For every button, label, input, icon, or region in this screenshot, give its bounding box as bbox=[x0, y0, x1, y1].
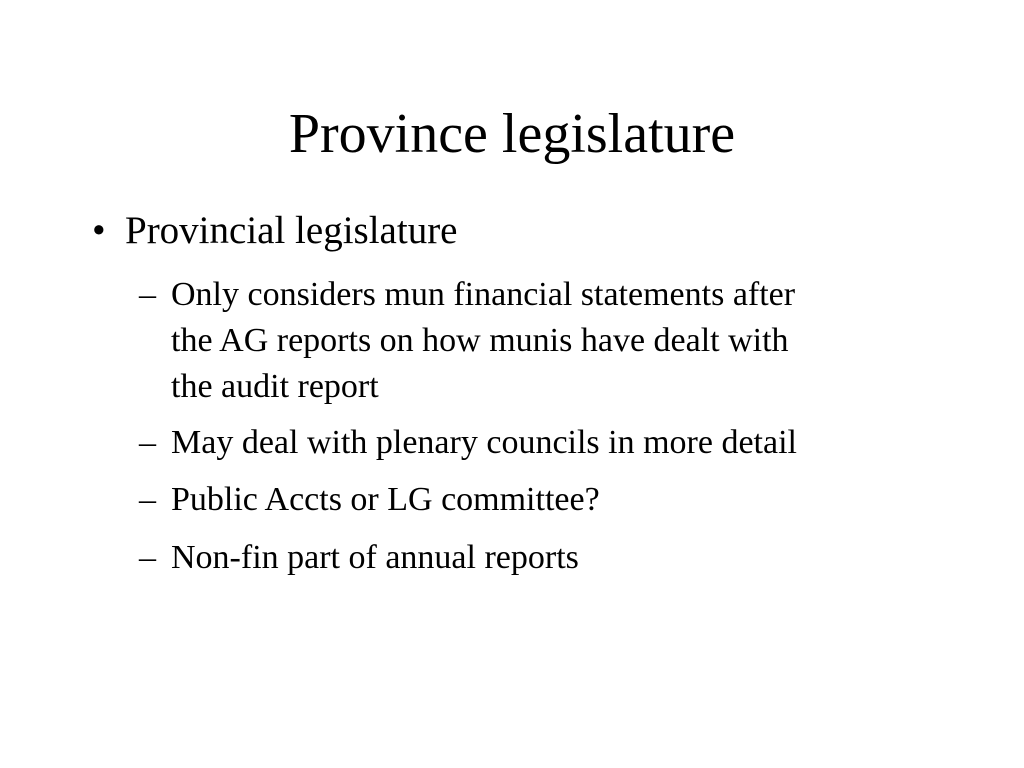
dash-icon: – bbox=[139, 276, 156, 313]
sub-bullet-text bbox=[171, 477, 931, 523]
dash-icon: – bbox=[139, 539, 156, 576]
sub-bullet-line: Non-fin part of annual reports bbox=[171, 539, 579, 576]
sub-bullet-text bbox=[171, 420, 931, 466]
sub-bullet-line: the AG reports on how munis have dealt with bbox=[171, 322, 789, 359]
sub-bullet-line: the audit report bbox=[171, 368, 379, 405]
slide-title: Province legislature bbox=[288, 103, 736, 165]
bullet-text: Provincial legislature bbox=[125, 209, 458, 252]
sub-bullet-line: May deal with plenary councils in more detail bbox=[171, 424, 797, 461]
sub-bullet-text bbox=[171, 535, 931, 581]
dash-icon: – bbox=[139, 424, 156, 461]
sub-bullet-line: Public Accts or LG committee? bbox=[171, 481, 600, 518]
bullet-icon: • bbox=[92, 209, 106, 252]
sub-bullet-line: Only considers mun financial statements after bbox=[171, 276, 796, 313]
sub-bullet-text bbox=[171, 272, 931, 410]
dash-icon: – bbox=[139, 481, 156, 518]
